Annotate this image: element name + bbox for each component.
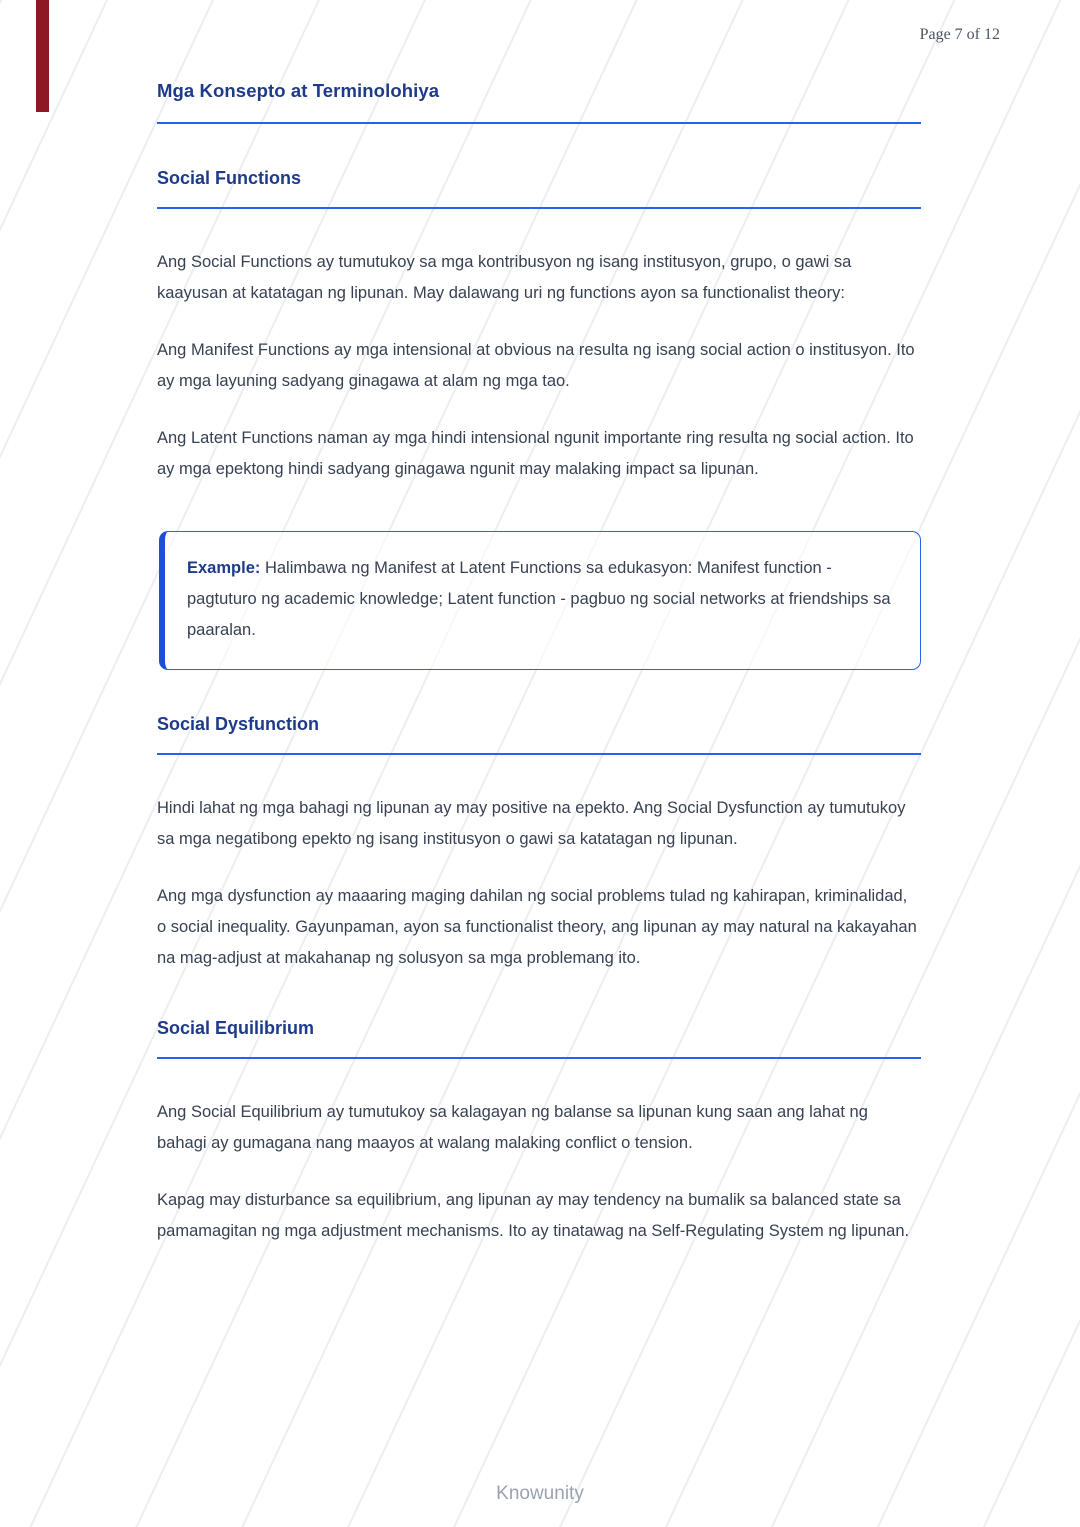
- example-callout: [159, 531, 921, 670]
- paragraph: Ang Social Equilibrium ay tumutukoy sa kalagayan ng balanse sa lipunan kung saan ang lahat ng bahagi ay gumagana nang maayos at walang malaking conflict o tension.: [157, 1103, 868, 1152]
- paragraph: Ang Latent Functions naman ay mga hindi intensional ngunit importante ring resulta ng social action. Ito ay mga epektong hindi sadyang ginagawa ngunit may malaking impact sa lipunan.: [157, 429, 914, 478]
- section-title-social-equilibrium: Social Equilibrium: [157, 1018, 921, 1059]
- page-number: Page 7 of 12: [919, 26, 1000, 43]
- section-social-dysfunction: [157, 714, 921, 974]
- paragraph: Ang Manifest Functions ay mga intensional at obvious na resulta ng isang social action o institusyon. Ito ay mga layuning sadyang ginagawa at alam ng mga tao.: [157, 341, 915, 390]
- paragraph: Ang mga dysfunction ay maaaring maging dahilan ng social problems tulad ng kahirapan, kriminalidad, o social inequality. Gayunpaman, ayon sa functionalist theory, ang lipunan ay may natural na kakayahan na mag-adjust at makahanap ng solusyon sa mga problemang ito.: [157, 887, 917, 967]
- paragraph: Ang Social Functions ay tumutukoy sa mga kontribusyon ng isang institusyon, grupo, o gawi sa kaayusan at katatagan ng lipunan. May dalawang uri ng functions ayon sa functionalist theory:: [157, 253, 852, 302]
- section-title-social-dysfunction: Social Dysfunction: [157, 714, 921, 755]
- section-social-functions: [157, 168, 921, 485]
- footer: [0, 1483, 1080, 1505]
- example-label: Example:: [187, 559, 261, 577]
- example-text: [187, 553, 894, 646]
- section-social-equilibrium: [157, 1018, 921, 1247]
- paragraph: Kapag may disturbance sa equilibrium, ang lipunan ay may tendency na bumalik sa balanced state sa pamamagitan ng mga adjustment mechanisms. Ito ay tinatawag na Self-Regulating System ng lipunan.: [157, 1191, 910, 1240]
- section-title-social-functions: Social Functions: [157, 168, 921, 209]
- example-body: Halimbawa ng Manifest at Latent Functions sa edukasyon: Manifest function - pagtuturo ng academic knowledge; Latent function - pagbuo ng social networks at friendships sa paaralan.: [187, 559, 891, 639]
- footer-brand: Knowunity: [496, 1483, 584, 1504]
- page-content: [157, 0, 921, 1247]
- paragraph: Hindi lahat ng mga bahagi ng lipunan ay may positive na epekto. Ang Social Dysfunction ay tumutukoy sa mga negatibong epekto ng isang institusyon o gawi sa katatagan ng lipunan.: [157, 799, 906, 848]
- page-edge-accent: [36, 0, 49, 112]
- page-title: Mga Konsepto at Terminolohiya: [157, 80, 921, 124]
